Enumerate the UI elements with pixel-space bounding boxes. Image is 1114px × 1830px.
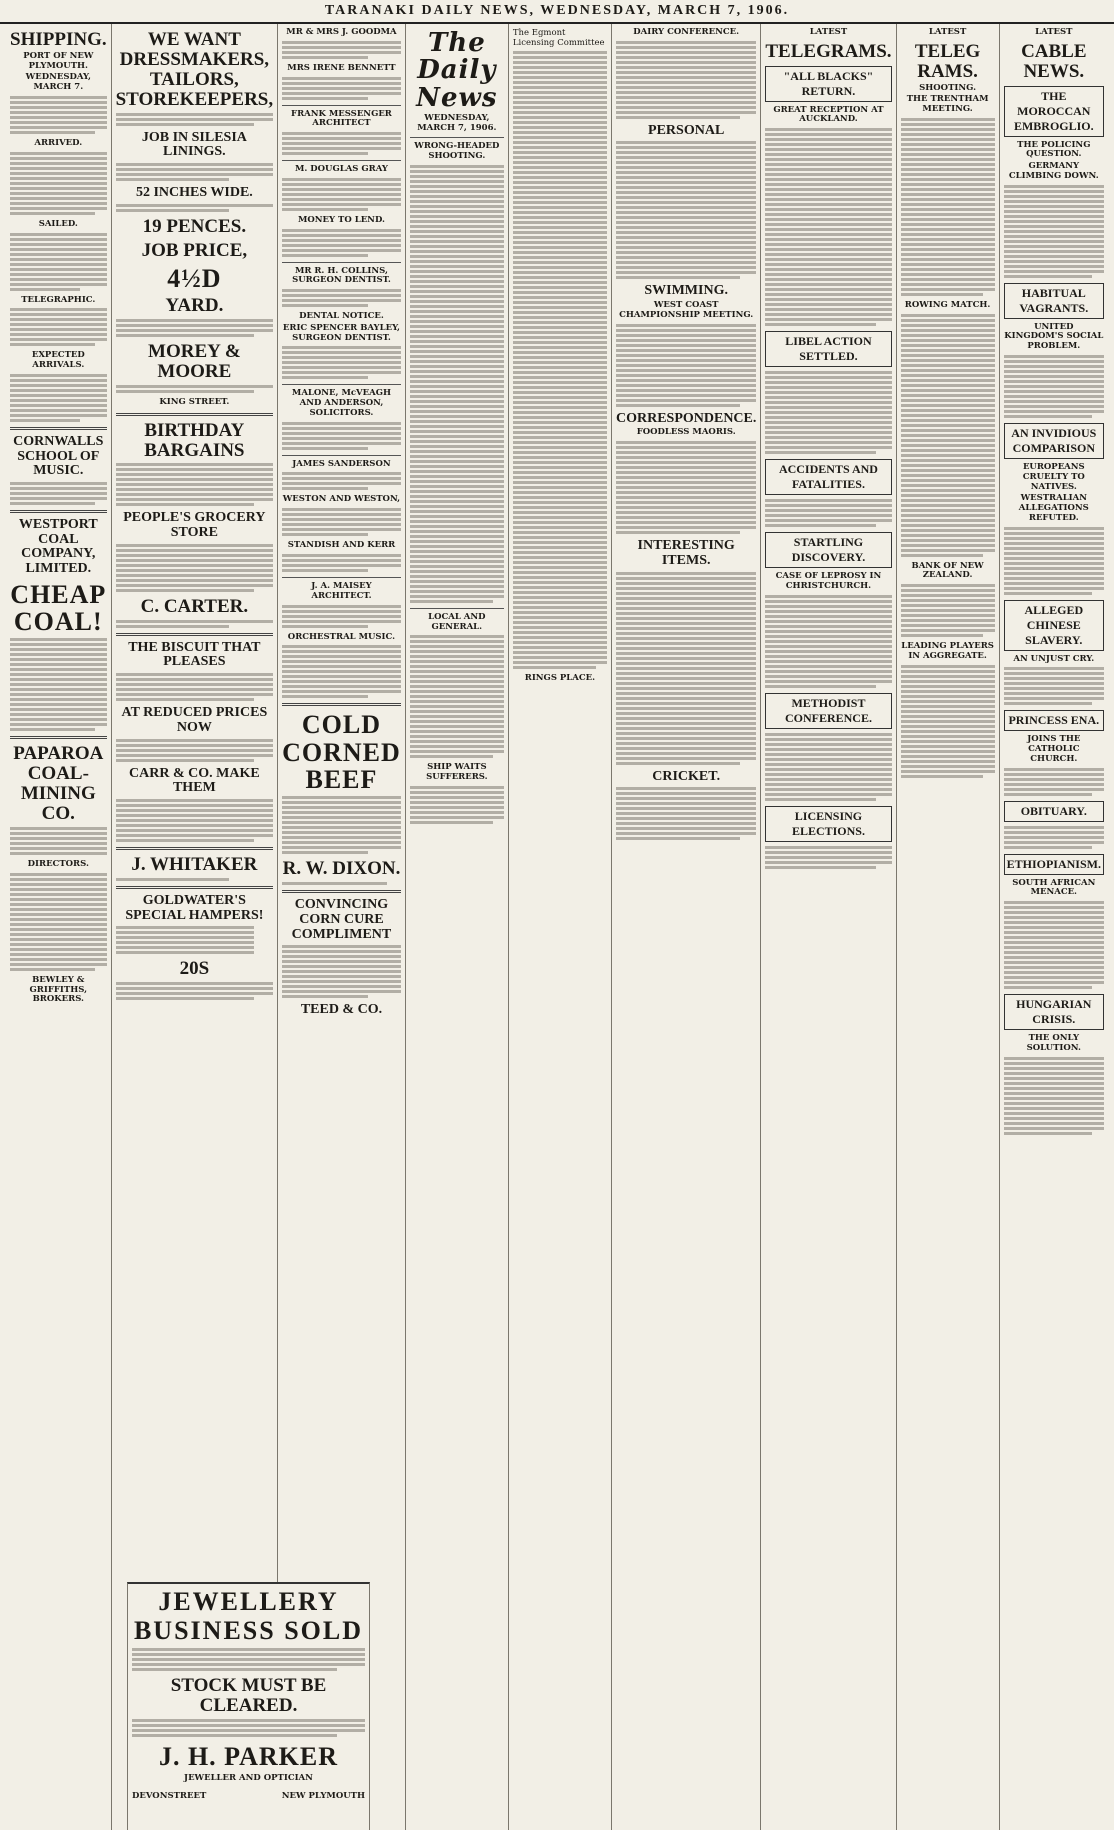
sailed-heading: SAILED. — [38, 218, 78, 229]
jewellery-ad — [127, 1582, 370, 1830]
malone-heading: MALONE, McVEAGH AND ANDERSON, SOLICITORS. — [291, 388, 392, 418]
column-6 — [612, 24, 761, 1830]
cold-beef-heading: COLD CORNED BEEF — [282, 710, 401, 794]
startling-heading: STARTLING DISCOVERY. — [765, 532, 891, 568]
interesting-heading: INTERESTING ITEMS. — [637, 538, 735, 568]
telegraphic-heading: TELEGRAPHIC. — [21, 294, 96, 305]
westralian-heading: WESTRALIAN ALLEGATIONS REFUTED. — [1018, 493, 1089, 523]
dental-notice-heading: DENTAL NOTICE. — [299, 311, 384, 322]
col5-lead — [513, 29, 607, 669]
bank-heading: BANK OF NEW ZEALAND. — [911, 560, 984, 581]
solution-heading: THE ONLY SOLUTION. — [1026, 1033, 1081, 1053]
column-1 — [6, 24, 112, 1830]
column-4 — [406, 24, 509, 1830]
king-street: KING STREET. — [159, 396, 230, 407]
silesia-text — [116, 163, 274, 181]
latest-label-9: LATEST — [1035, 27, 1073, 37]
latest-label-7: LATEST — [809, 27, 848, 37]
teed-heading: TEED & CO. — [300, 1002, 383, 1018]
bewley-heading: BEWLEY & GRIFFITHS, BROKERS. — [29, 974, 88, 1005]
moroccan-heading: THE MOROCCAN EMBROGLIO. — [1004, 86, 1104, 137]
sufferers-heading: SHIP WAITS SUFFERERS. — [426, 762, 488, 783]
all-blacks-heading: "ALL BLACKS" RETURN. — [765, 66, 891, 102]
tide-table — [10, 96, 107, 134]
west-coast-heading: WEST COAST CHAMPIONSHIP MEETING. — [619, 300, 754, 320]
goodman-heading: MR & MRS J. GOODMA — [286, 27, 397, 37]
port-heading: PORT OF NEW PLYMOUTH. — [23, 50, 94, 71]
licensing-heading: LICENSING ELECTIONS. — [765, 806, 891, 842]
new-plymouth: NEW PLYMOUTH — [281, 1790, 365, 1801]
shooting-heading: SHOOTING. — [919, 82, 977, 93]
cornwalls-ad-heading: CORNWALLS SCHOOL OF MUSIC. — [13, 433, 104, 479]
directors-text — [10, 873, 107, 971]
dairy-heading: DAIRY CONFERENCE. — [633, 27, 740, 37]
licensing-committee-text: The Egmont Licensing Committee — [512, 28, 605, 48]
carr-heading: CARR & CO. MAKE THEM — [129, 765, 260, 796]
unjust-heading: AN UNJUST CRY. — [1013, 653, 1095, 664]
messenger-heading: FRANK MESSENGER ARCHITECT — [291, 108, 392, 129]
jewellery-heading: JEWELLERY BUSINESS SOLD — [133, 1587, 364, 1645]
telegrams-heading-7: TELEGRAMS. — [765, 40, 892, 62]
telegrams-heading-8: TELEG RAMS. — [914, 40, 981, 82]
local-general-heading: LOCAL AND GENERAL. — [428, 611, 486, 632]
we-want-heading: WE WANT DRESSMAKERS, TAILORS, STOREKEEPERS, — [115, 29, 274, 110]
sanderson-heading: JAMES SANDERSON — [292, 458, 391, 469]
morey-moore-heading: MOREY & MOORE — [148, 340, 241, 382]
arrived-text — [10, 152, 107, 215]
rings-place-text: RINGS PLACE. — [524, 672, 596, 683]
goldwater-heading: GOLDWATER'S SPECIAL HAMPERS! — [125, 892, 264, 923]
princess-heading: PRINCESS ENA. — [1004, 710, 1104, 731]
port-date: WEDNESDAY, MARCH 7. — [25, 72, 91, 93]
bayley-heading: ERIC SPENCER BAYLEY, SURGEON DENTIST. — [282, 322, 401, 343]
ethiopianism-heading: ETHIOPIANISM. — [1004, 854, 1104, 875]
shipping-heading: SHIPPING. — [10, 29, 107, 50]
directors-heading: DIRECTORS. — [27, 858, 89, 869]
maisey-heading: J. A. MAISEY ARCHITECT. — [311, 581, 372, 601]
paper-date: WEDNESDAY, MARCH 7, 1906. — [417, 112, 497, 133]
sailed-text — [10, 233, 107, 291]
hungarian-heading: HUNGARIAN CRISIS. — [1004, 994, 1104, 1030]
rowing-heading: ROWING MATCH. — [904, 299, 991, 310]
standish-heading: STANDISH AND KERR — [287, 540, 396, 551]
chinese-heading: ALLEGED CHINESE SLAVERY. — [1004, 600, 1104, 651]
joins-heading: JOINS THE CATHOLIC CHURCH. — [1027, 734, 1081, 764]
jeweller-subheading: JEWELLER AND OPTICIAN — [184, 1773, 313, 1784]
money-heading: MONEY TO LEND. — [297, 214, 385, 225]
paper-title: The Daily News — [416, 28, 498, 113]
columns — [6, 24, 1108, 1830]
we-want-text — [116, 113, 274, 126]
wrong-headed-heading: WRONG-HEADED SHOOTING. — [414, 141, 500, 162]
stock-heading: STOCK MUST BE CLEARED. — [170, 1675, 327, 1717]
gray-heading: M. DOUGLAS GRAY — [294, 164, 388, 175]
parker-heading: J. H. PARKER — [158, 1742, 339, 1772]
cricket-heading: CRICKET. — [652, 768, 721, 784]
collins-heading: MR R. H. COLLINS, SURGEON DENTIST. — [292, 265, 391, 286]
foodless-heading: FOODLESS MAORIS. — [636, 427, 736, 438]
correspondence-heading: CORRESPONDENCE. — [615, 410, 757, 426]
pence-heading: 19 PENCES. — [142, 215, 247, 237]
column-3 — [278, 24, 406, 1830]
libel-heading: LIBEL ACTION SETTLED. — [765, 331, 891, 367]
silesia-heading: JOB IN SILESIA LININGS. — [141, 129, 247, 160]
telegraphic-text — [10, 308, 107, 346]
leading-players-heading: LEADING PLAYERS IN AGGREGATE. — [901, 641, 994, 661]
cheap-coal-heading: CHEAP COAL! — [10, 579, 107, 636]
reception-heading: GREAT RECEPTION AT AUCKLAND. — [773, 104, 884, 125]
obituary-heading: OBITUARY. — [1004, 801, 1104, 822]
personal-heading: PERSONAL — [648, 122, 725, 138]
masthead: TARANAKI DAILY NEWS, WEDNESDAY, MARCH 7, 1906. — [0, 0, 1114, 24]
dixon-heading: R. W. DIXON. — [282, 858, 401, 880]
latest-label-8: LATEST — [928, 27, 967, 37]
cable-news-heading: CABLE NEWS. — [1021, 40, 1087, 82]
swimming-heading: SWIMMING. — [644, 283, 728, 299]
invidious-heading: AN INVIDIOUS COMPARISON — [1004, 423, 1104, 459]
habitual-heading: HABITUAL VAGRANTS. — [1004, 283, 1104, 319]
germany-heading: GERMANY CLIMBING DOWN. — [1008, 161, 1099, 181]
column-8 — [897, 24, 1000, 1830]
inches-heading: 52 INCHES WIDE. — [135, 185, 253, 201]
cornwalls-text — [10, 482, 107, 505]
birthday-heading: BIRTHDAY BARGAINS — [144, 419, 245, 461]
expected-text — [10, 374, 107, 422]
column-2 — [112, 24, 279, 1830]
devon-street: DEVONSTREET — [132, 1790, 207, 1801]
menace-heading: SOUTH AFRICAN MENACE. — [1012, 877, 1096, 898]
uk-problem-heading: UNITED KINGDOM'S SOCIAL PROBLEM. — [1004, 321, 1104, 352]
paparoa-heading: PAPAROA COAL-MINING CO. — [13, 743, 104, 825]
corn-cure-heading: CONVINCING CORN CURE COMPLIMENT — [291, 897, 392, 942]
grocery-heading: PEOPLE'S GROCERY STORE — [123, 510, 266, 541]
methodist-heading: METHODIST CONFERENCE. — [765, 693, 891, 729]
twenty-shillings: 20S — [179, 958, 210, 980]
music-heading: ORCHESTRAL MUSIC. — [287, 631, 396, 642]
editorial-text — [410, 165, 504, 603]
westport-text — [10, 638, 107, 731]
column-7 — [761, 24, 896, 1830]
column-9 — [1000, 24, 1108, 1830]
arrived-heading: ARRIVED. — [34, 138, 83, 148]
bennett-heading: MRS IRENE BENNETT — [287, 62, 396, 73]
european-heading: EUROPEANS CRUELTY TO NATIVES. — [1022, 462, 1085, 492]
carter-heading: C. CARTER. — [140, 595, 249, 617]
expected-heading: EXPECTED ARRIVALS. — [31, 350, 85, 371]
parker-address — [132, 1790, 365, 1804]
job-price-heading: JOB PRICE, — [141, 239, 248, 261]
whitaker-heading: J. WHITAKER — [131, 853, 258, 875]
policing-heading: THE POLICING QUESTION. — [1017, 139, 1091, 160]
westport-heading: WESTPORT COAL COMPANY, LIMITED. — [18, 516, 98, 576]
yard-heading: YARD. — [165, 294, 224, 316]
paparoa-text — [10, 827, 107, 855]
column-5 — [509, 24, 612, 1830]
price-heading: 4½D — [167, 263, 222, 293]
biscuit-heading: THE BISCUIT THAT PLEASES — [128, 639, 261, 670]
reduced-heading: AT REDUCED PRICES NOW — [121, 705, 268, 735]
leprosy-heading: CASE OF LEPROSY IN CHRISTCHURCH. — [775, 571, 882, 591]
trentham-heading: THE TRENTHAM MEETING. — [906, 94, 989, 115]
weston-heading: WESTON AND WESTON, — [282, 494, 401, 505]
accidents-heading: ACCIDENTS AND FATALITIES. — [765, 459, 891, 495]
